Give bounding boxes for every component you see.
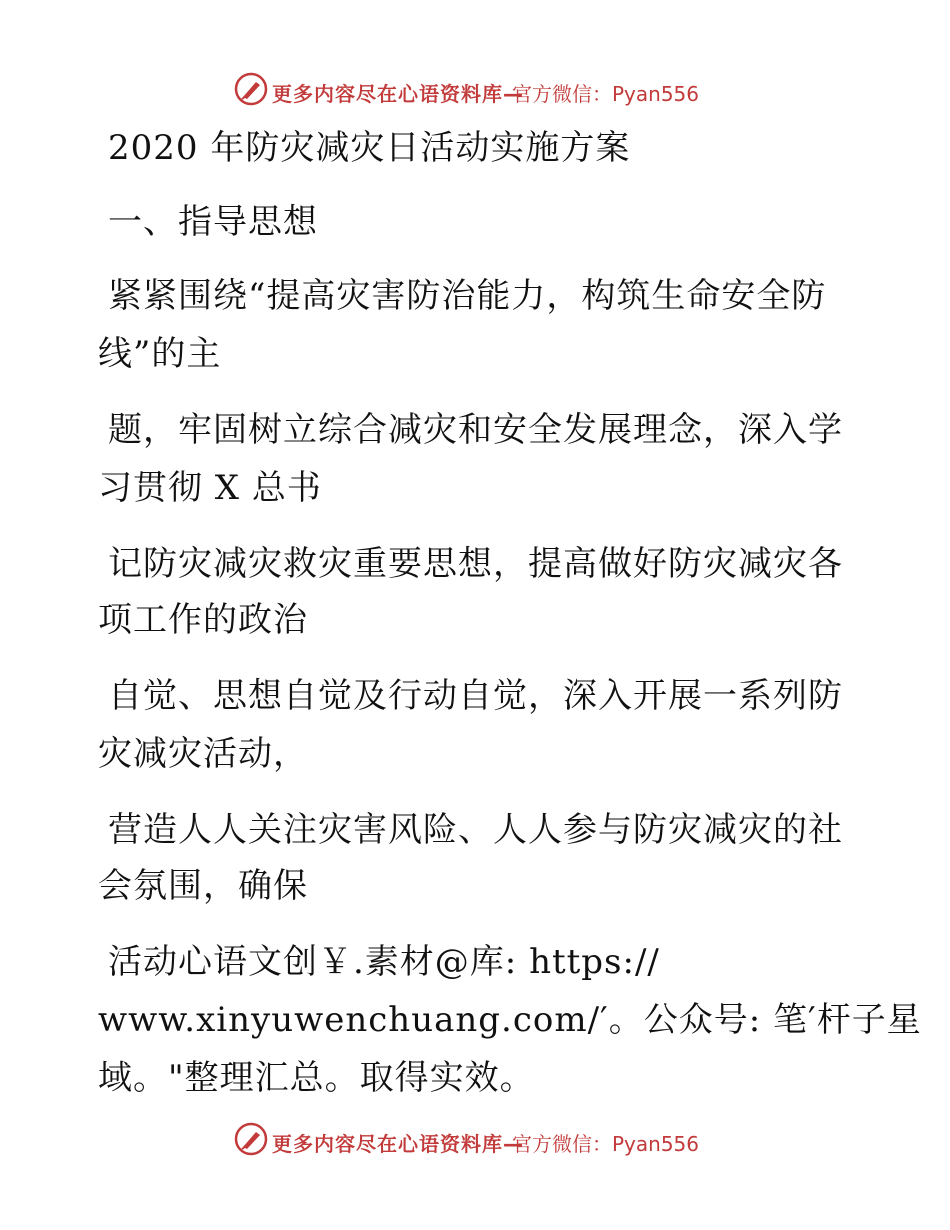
paragraph-line: 题，牢固树立综合减灾和安全发展理念，深入学	[108, 410, 843, 450]
quill-logo-icon	[234, 72, 268, 106]
paragraph-line: 自觉、思想自觉及行动自觉，深入开展一系列防	[108, 676, 843, 716]
footer-watermark-banner	[0, 1120, 950, 1160]
quill-logo-icon	[234, 1122, 268, 1156]
paragraph-line: 紧紧围绕“提高灾害防治能力，构筑生命安全防	[108, 276, 827, 316]
section-heading: 一、指导思想	[108, 202, 318, 242]
paragraph-line: 记防灾减灾救灾重要思想，提高做好防灾减灾各	[108, 544, 843, 584]
paragraph-line: 活动心语文创￥.素材@库: https://	[108, 942, 660, 982]
paragraph-line: 域。"整理汇总。取得实效。	[98, 1058, 535, 1098]
header-watermark-banner	[0, 70, 950, 110]
banner-main-text: 更多内容尽在心语资料库—	[272, 82, 524, 106]
paragraph-line: 习贯彻 X 总书	[98, 468, 322, 508]
banner-contact-text: 官方微信：Pyan556	[512, 1132, 700, 1156]
banner-contact-text: 官方微信：Pyan556	[512, 82, 700, 106]
paragraph-line: 营造人人关注灾害风险、人人参与防灾减灾的社	[108, 810, 843, 850]
paragraph-line: 会氛围，确保	[98, 866, 308, 906]
paragraph-line: 灾减灾活动，	[98, 734, 308, 774]
banner-main-text: 更多内容尽在心语资料库—	[272, 1132, 524, 1156]
paragraph-line: 项工作的政治	[98, 600, 308, 640]
paragraph-line: www.xinyuwenchuang.com/′。公众号: 笔′杆子星	[98, 1000, 922, 1040]
document-title: 2020 年防灾减灾日活动实施方案	[108, 128, 631, 168]
paragraph-line: 线”的主	[98, 334, 222, 374]
